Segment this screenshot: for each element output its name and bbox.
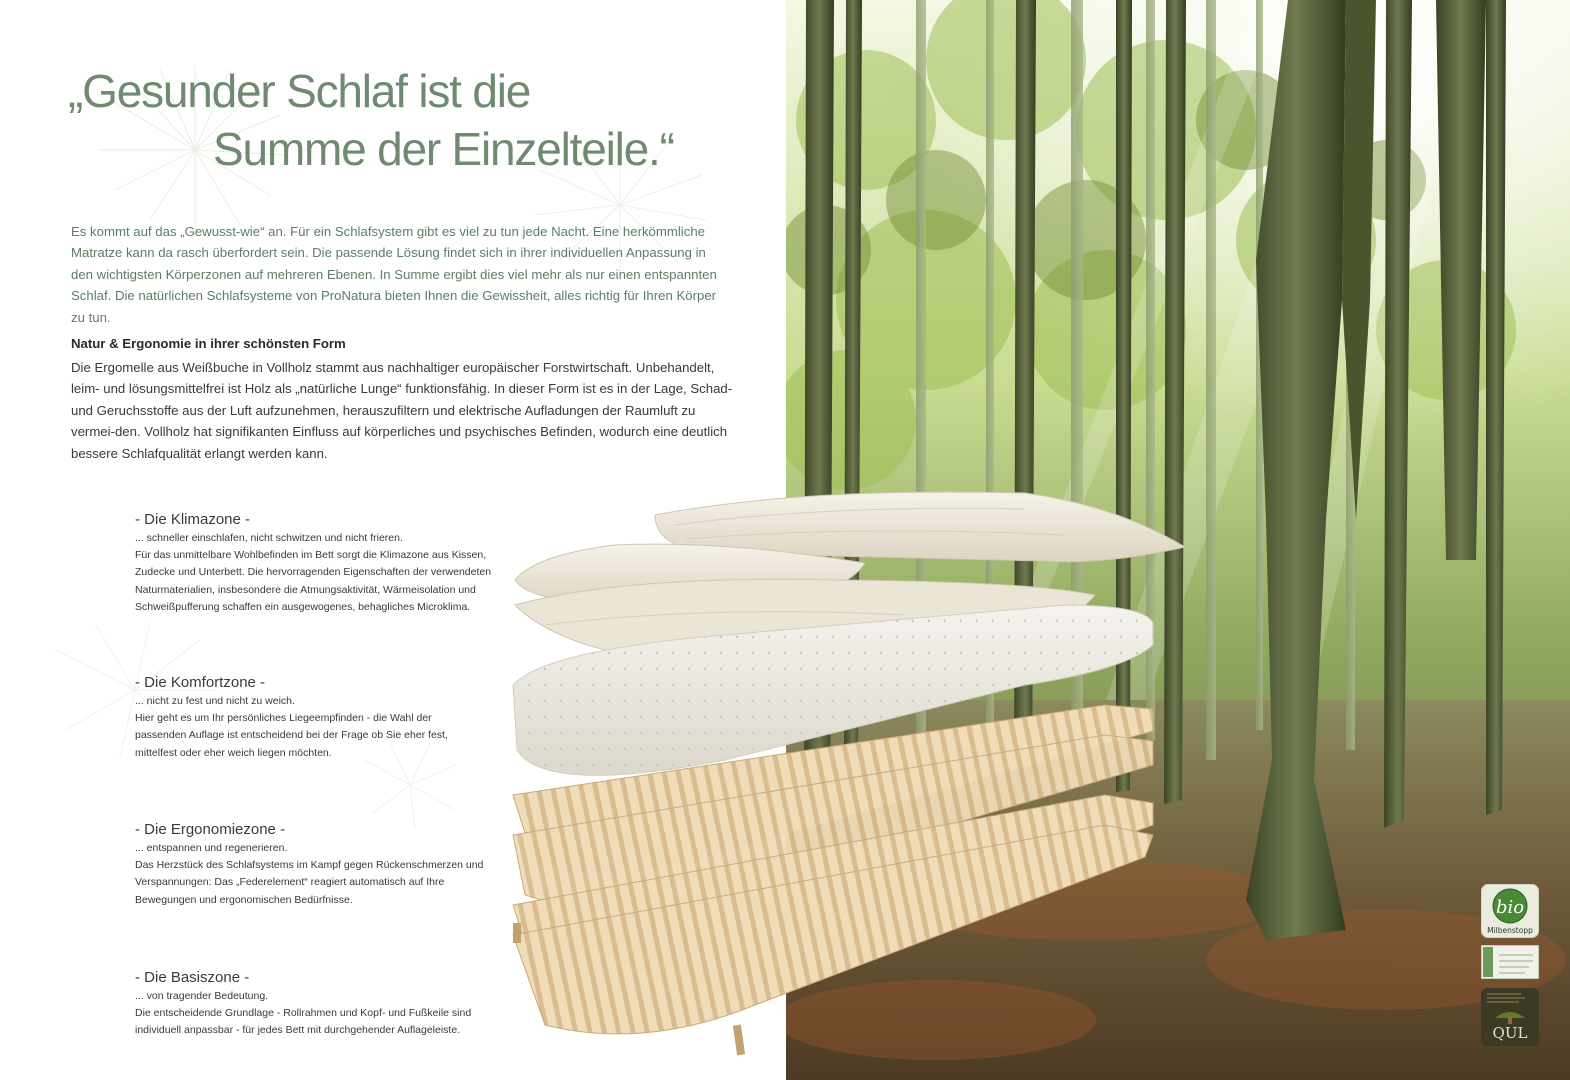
certificate-badge [1481, 945, 1539, 984]
zone-klimazone [135, 510, 495, 616]
zone-subtitle: ... nicht zu fest und nicht zu weich. [135, 695, 295, 707]
sleep-system-illustration [505, 485, 1195, 1060]
zone-title: - Die Komfortzone - [135, 674, 266, 691]
bio-text: bio [1495, 897, 1525, 918]
zone-description: Das Herzstück des Schlafsystems im Kampf gegen Rückenschmerzen und Verspannungen: Das „Federelement“ reagiert automatisch auf Ihre Bewegungen und ergonomischen Bedürfnisse. [135, 859, 484, 906]
zone-description: Hier geht es um Ihr persönliches Liegeempfinden - die Wahl der passenden Auflage ist entscheidend bei der Frage ob Sie eher fest, mittelfest oder eher weich liegen möchten. [135, 712, 448, 759]
qul-label: QUL [1492, 1024, 1528, 1042]
zone-description: Die entscheidende Grundlage - Rollrahmen und Kopf- und Fußkeile sind individuell anpassbar - für jedes Bett mit durchgehender Auflageleiste. [135, 1007, 472, 1037]
zone-basiszone [135, 968, 495, 1040]
bio-milbenstopp-badge [1481, 884, 1539, 943]
zone-komfortzone [135, 673, 495, 762]
page-headline [68, 62, 768, 178]
qul-badge [1481, 988, 1539, 1051]
milbenstopp-label: Milbenstopp [1487, 926, 1533, 935]
section-body: Die Ergomelle aus Weißbuche in Vollholz stammt aus nachhaltiger europäischer Forstwirtschaft. Unbehandelt, leim- und lösungsmittelfrei ist Holz als „natürliche Lunge“ funktionsfähig. In dieser Form ist es in der Lage, Schad- und Geruchsstoffe aus der Luft aufzunehmen, herauszufiltern und elektrische Aufladungen der Raumluft zu vermei-den. Vollholz hat signifikanten Einfluss auf körperliches und psychisches Befinden, wodurch eine deutlich bessere Schlafqualität erlangt werden kann. [71, 360, 733, 461]
zone-subtitle: ... entspannen und regenerieren. [135, 842, 288, 854]
headline-line-1: „Gesunder Schlaf ist die [68, 65, 531, 117]
zone-description: Für das unmittelbare Wohlbefinden im Bett sorgt die Klimazone aus Kissen, Zudecke und Unterbett. Die hervorragenden Eigenschaften der verwendeten Naturmaterialien, insbesondere die Atmungsaktivität, Wärmeisolation und Schweißpufferung schaffen ein ausgewogenes, behagliches Microklima. [135, 549, 492, 613]
zone-ergonomiezone [135, 820, 495, 909]
section-heading: Natur & Ergonomie in ihrer schönsten Form [71, 336, 346, 351]
zone-title: - Die Basiszone - [135, 969, 250, 986]
zone-subtitle: ... schneller einschlafen, nicht schwitzen und nicht frieren. [135, 532, 403, 544]
zone-title: - Die Ergonomiezone - [135, 821, 286, 838]
headline-line-2: Summe der Einzelteile.“ [213, 123, 674, 175]
zone-title: - Die Klimazone - [135, 511, 251, 528]
zone-subtitle: ... von tragender Bedeutung. [135, 990, 269, 1002]
intro-paragraph: Es kommt auf das „Gewusst-wie“ an. Für ein Schlafsystem gibt es viel zu tun jede Nacht. Eine herkömmliche Matratze kann da rasch überfordert sein. Die passende Lösung findet sich in ihrer individuellen Anpassung in den wichtigsten Körperzonen auf mehreren Ebenen. In Summe ergibt dies viel mehr als nur einen entspannten Schlaf. Die natürlichen Schlafsysteme von ProNatura bieten Ihnen die Gewissheit, alles richtig für Ihren Körper zu tun. [71, 224, 717, 325]
